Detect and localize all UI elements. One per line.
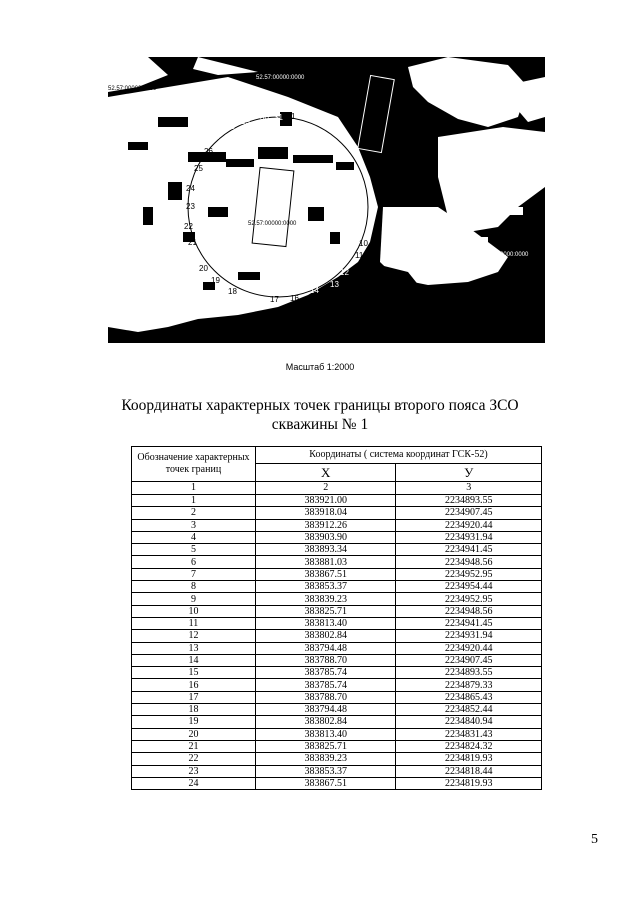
- map-point-12: 12: [340, 268, 349, 277]
- point-number-cell: 20: [132, 728, 256, 740]
- point-number-cell: 11: [132, 617, 256, 629]
- y-coordinate-cell: 2234941.45: [396, 544, 542, 556]
- map-image: [108, 57, 545, 343]
- x-coordinate-cell: 383813.40: [255, 728, 396, 740]
- map-point-28: 28: [226, 122, 235, 131]
- point-number-cell: 22: [132, 753, 256, 765]
- map-point-21: 21: [188, 238, 197, 247]
- x-coordinate-cell: 383867.51: [255, 568, 396, 580]
- y-coordinate-cell: 2234879.33: [396, 679, 542, 691]
- y-coordinate-cell: 2234931.94: [396, 531, 542, 543]
- table-row: [132, 593, 542, 605]
- y-coordinate-cell: 2234948.56: [396, 605, 542, 617]
- y-coordinate-cell: 2234893.55: [396, 667, 542, 679]
- x-coordinate-cell: 383788.70: [255, 654, 396, 666]
- point-number-cell: 24: [132, 777, 256, 789]
- page-number: 5: [591, 832, 598, 847]
- table-row: [132, 691, 542, 703]
- x-coordinate-cell: 383794.48: [255, 642, 396, 654]
- header-coordinates: Координаты ( система координат ГСК-52): [255, 447, 541, 464]
- map-point-31: 31: [274, 113, 283, 122]
- header-designation: Обозначение характерных точек границ: [132, 447, 256, 482]
- point-number-cell: 23: [132, 765, 256, 777]
- x-coordinate-cell: 383853.37: [255, 765, 396, 777]
- map-point-22: 22: [184, 222, 193, 231]
- table-row: [132, 728, 542, 740]
- map-point-30: 30: [260, 113, 269, 122]
- x-coordinate-cell: 383918.04: [255, 507, 396, 519]
- table-row: [132, 495, 542, 507]
- point-number-cell: 18: [132, 704, 256, 716]
- table-row: [132, 654, 542, 666]
- x-coordinate-cell: 383921.00: [255, 495, 396, 507]
- y-coordinate-cell: 2234907.45: [396, 507, 542, 519]
- y-coordinate-cell: 2234954.44: [396, 581, 542, 593]
- x-coordinate-cell: 383839.23: [255, 593, 396, 605]
- column-number-3: 3: [396, 482, 542, 495]
- svg-text:52.57:00000:0000: 52.57:00000:0000: [453, 157, 502, 163]
- column-number-2: 2: [255, 482, 396, 495]
- map-point-19: 19: [211, 276, 220, 285]
- point-number-cell: 2: [132, 507, 256, 519]
- coordinates-table: [131, 446, 542, 790]
- coordinates-table-body: [132, 495, 542, 790]
- x-coordinate-cell: 383785.74: [255, 679, 396, 691]
- map-point-18: 18: [228, 287, 237, 296]
- point-number-cell: 16: [132, 679, 256, 691]
- map-point-20: 20: [199, 264, 208, 273]
- y-coordinate-cell: 2234893.55: [396, 495, 542, 507]
- table-row: [132, 716, 542, 728]
- point-number-cell: 9: [132, 593, 256, 605]
- table-row: [132, 765, 542, 777]
- y-coordinate-cell: 2234840.94: [396, 716, 542, 728]
- point-number-cell: 10: [132, 605, 256, 617]
- table-row: [132, 519, 542, 531]
- svg-text:52.57:00000:0000: 52.57:00000:0000: [480, 252, 529, 258]
- map-point-26: 26: [204, 147, 213, 156]
- point-number-cell: 5: [132, 544, 256, 556]
- map-point-10: 10: [359, 239, 368, 248]
- x-coordinate-cell: 383785.74: [255, 667, 396, 679]
- map-point-24: 24: [186, 184, 195, 193]
- page-title: [0, 396, 640, 434]
- y-coordinate-cell: 2234952.95: [396, 568, 542, 580]
- y-coordinate-cell: 2234952.95: [396, 593, 542, 605]
- y-coordinate-cell: 2234865.43: [396, 691, 542, 703]
- y-coordinate-cell: 2234948.56: [396, 556, 542, 568]
- map-point-16: 16: [290, 294, 299, 303]
- table-row: [132, 630, 542, 642]
- table-row: [132, 667, 542, 679]
- x-coordinate-cell: 383912.26: [255, 519, 396, 531]
- y-coordinate-cell: 2234920.44: [396, 519, 542, 531]
- header-y: У: [396, 464, 542, 482]
- x-coordinate-cell: 383794.48: [255, 704, 396, 716]
- y-coordinate-cell: 2234819.93: [396, 753, 542, 765]
- table-row: [132, 507, 542, 519]
- x-coordinate-cell: 383893.34: [255, 544, 396, 556]
- table-row: [132, 642, 542, 654]
- svg-text:52.57:00000:0000: 52.57:00000:0000: [248, 221, 297, 227]
- x-coordinate-cell: 383853.37: [255, 581, 396, 593]
- point-number-cell: 8: [132, 581, 256, 593]
- title-line-2: скважины № 1: [271, 416, 369, 433]
- column-number-1: 1: [132, 482, 256, 495]
- x-coordinate-cell: 383825.71: [255, 605, 396, 617]
- point-number-cell: 4: [132, 531, 256, 543]
- x-coordinate-cell: 383839.23: [255, 753, 396, 765]
- point-number-cell: 13: [132, 642, 256, 654]
- map-point-23: 23: [186, 202, 195, 211]
- map-point-11: 11: [355, 251, 364, 260]
- map-scale-label: Масштаб 1:2000: [285, 362, 355, 372]
- x-coordinate-cell: 383825.71: [255, 740, 396, 752]
- point-number-cell: 15: [132, 667, 256, 679]
- map-point-14: 14: [310, 286, 319, 295]
- y-coordinate-cell: 2234920.44: [396, 642, 542, 654]
- x-coordinate-cell: 383867.51: [255, 777, 396, 789]
- table-row: [132, 544, 542, 556]
- y-coordinate-cell: 2234831.43: [396, 728, 542, 740]
- table-row: [132, 568, 542, 580]
- table-row: [132, 753, 542, 765]
- x-coordinate-cell: 383813.40: [255, 617, 396, 629]
- point-number-cell: 1: [132, 495, 256, 507]
- x-coordinate-cell: 383802.84: [255, 630, 396, 642]
- column-number-row: [132, 482, 542, 495]
- point-number-cell: 6: [132, 556, 256, 568]
- table-row: [132, 605, 542, 617]
- map-point-13: 13: [330, 280, 339, 289]
- point-number-cell: 7: [132, 568, 256, 580]
- point-number-cell: 12: [132, 630, 256, 642]
- point-number-cell: 21: [132, 740, 256, 752]
- svg-text:52.57:00000:0000: 52.57:00000:0000: [256, 75, 305, 81]
- map-point-17: 17: [270, 295, 279, 304]
- y-coordinate-cell: 2234824.32: [396, 740, 542, 752]
- y-coordinate-cell: 2234852.44: [396, 704, 542, 716]
- point-number-cell: 3: [132, 519, 256, 531]
- x-coordinate-cell: 383788.70: [255, 691, 396, 703]
- y-coordinate-cell: 2234931.94: [396, 630, 542, 642]
- table-row: [132, 531, 542, 543]
- table-row: [132, 617, 542, 629]
- title-line-1: Координаты характерных точек границы второго пояса ЗСО: [121, 397, 519, 414]
- table-row: [132, 556, 542, 568]
- y-coordinate-cell: 2234907.45: [396, 654, 542, 666]
- svg-text:52.57:00000:0000: 52.57:00000:0000: [108, 86, 157, 92]
- table-row: [132, 740, 542, 752]
- table-header-row: [132, 447, 542, 464]
- x-coordinate-cell: 383903.90: [255, 531, 396, 543]
- map-point-27: 27: [212, 132, 221, 141]
- table-row: [132, 777, 542, 789]
- table-row: [132, 679, 542, 691]
- map-point-25: 25: [194, 164, 203, 173]
- y-coordinate-cell: 2234818.44: [396, 765, 542, 777]
- y-coordinate-cell: 2234941.45: [396, 617, 542, 629]
- x-coordinate-cell: 383802.84: [255, 716, 396, 728]
- map-point-29: 29: [241, 117, 250, 126]
- table-row: [132, 704, 542, 716]
- table-row: [132, 581, 542, 593]
- y-coordinate-cell: 2234819.93: [396, 777, 542, 789]
- map-point-1: 1: [291, 112, 296, 121]
- point-number-cell: 14: [132, 654, 256, 666]
- header-x: X: [255, 464, 396, 482]
- point-number-cell: 17: [132, 691, 256, 703]
- point-number-cell: 19: [132, 716, 256, 728]
- map-drawing: [108, 57, 545, 343]
- x-coordinate-cell: 383881.03: [255, 556, 396, 568]
